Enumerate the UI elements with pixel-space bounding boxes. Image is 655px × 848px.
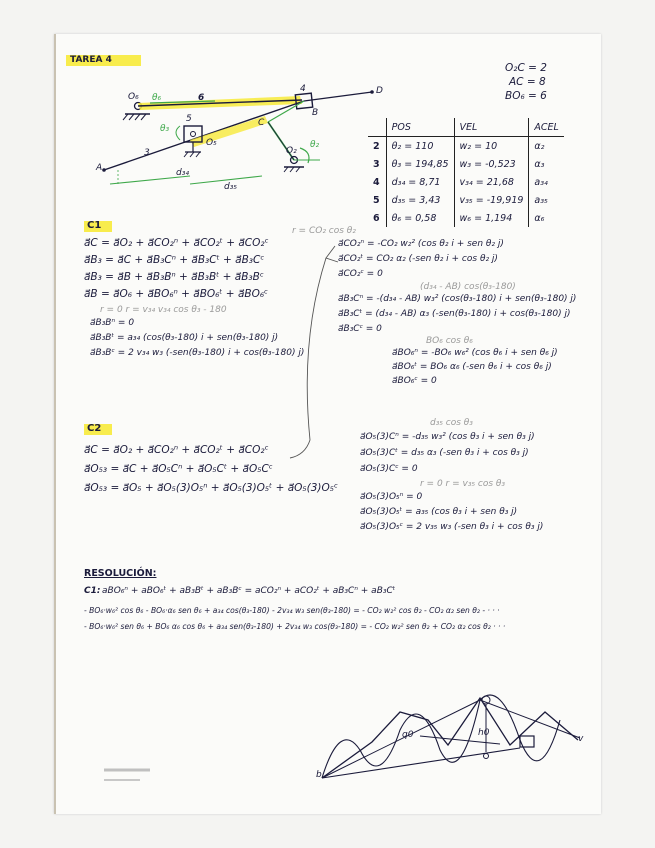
c2-note-1: d₃₅ cos θ₃ — [430, 418, 473, 428]
table-row: 5 d₃₅ = 3,43 v₃₅ = -19,919 a₃₅ — [368, 191, 564, 209]
table-header-acel: ACEL — [529, 118, 564, 137]
label-link3: 3 — [144, 148, 150, 158]
c1-eq-4: a⃗B = a⃗O₆ + a⃗BO₆ⁿ + a⃗BO₆ᵗ + a⃗BO₆ᶜ — [84, 288, 268, 300]
c2-rhs-3: a⃗O₅(3)Cᶜ = 0 — [360, 464, 418, 474]
c1-eq-2: a⃗B₃ = a⃗C + a⃗B₃Cⁿ + a⃗B₃Cᵗ + a⃗B₃Cᶜ — [84, 254, 265, 266]
label-th6: θ₆ — [152, 93, 162, 103]
given-o2c: O₂C = 2 — [505, 62, 547, 74]
c1-note-4: BO₆ cos θ₆ — [426, 336, 473, 346]
c1-eq-1: a⃗C = a⃗O₂ + a⃗CO₂ⁿ + a⃗CO₂ᵗ + a⃗CO₂ᶜ — [84, 237, 269, 249]
label-o6: O₆ — [128, 92, 139, 102]
table-header-pos: POS — [386, 118, 454, 137]
c1-eq-3: a⃗B₃ = a⃗B + a⃗B₃Bⁿ + a⃗B₃Bᵗ + a⃗B₃Bᶜ — [84, 271, 264, 283]
sketch-label-v: v — [578, 734, 584, 744]
c1-note-3: r = 0 r = v₃₄ v₃₄ cos θ₃ - 180 — [100, 305, 227, 315]
c2-eq-2: a⃗O₅₃ = a⃗C + a⃗O₅Cⁿ + a⃗O₅Cᵗ + a⃗O₅Cᶜ — [84, 463, 273, 475]
label-b: B — [312, 108, 319, 118]
c1-rhs-9: a⃗BO₆ᶜ = 0 — [392, 376, 437, 386]
label-a: A — [96, 163, 103, 173]
c1-note-2: (d₃₄ - AB) cos(θ₃-180) — [420, 282, 516, 292]
resolucion-main-eq: aBO₆ⁿ + aBO₆ᵗ + aB₃Bᵗ + aB₃Bᶜ = aCO₂ⁿ + aCO₂ᵗ + aB₃Cⁿ + aB₃Cᵗ — [102, 586, 396, 596]
c1-note-1: r = CO₂ cos θ₂ — [292, 226, 356, 236]
table-header-vel: VEL — [454, 118, 529, 137]
c1-rhs-8: a⃗BO₆ᵗ = BO₆ α₆ (-sen θ₆ i + cos θ₆ j) — [392, 362, 552, 372]
label-q5: 5 — [186, 114, 192, 124]
c2-rhs-5: a⃗O₅(3)O₅ᵗ = a₃₅ (cos θ₃ i + sen θ₃ j) — [360, 507, 518, 517]
resolucion-eq-x: - BO₆·w₆² cos θ₆ - BO₆·α₆ sen θ₆ + a₃₄ cos(θ₃-180) - 2v₃₄ w₃ sen(θ₃-180) = - CO₂ w₂² cos θ₂ - CO₂ α₂ sen θ₂ - · · · — [84, 606, 500, 615]
c1-eq-6: a⃗B₃Bᵗ = a₃₄ (cos(θ₃-180) i + sen(θ₃-180) j) — [90, 333, 279, 343]
c1-eq-7: a⃗B₃Bᶜ = 2 v₃₄ w₃ (-sen(θ₃-180) i + cos(θ₃-180) j) — [90, 348, 305, 358]
table-row: 4 d₃₄ = 8,71 v₃₄ = 21,68 a₃₄ — [368, 173, 564, 191]
label-th3: θ₃ — [160, 124, 170, 134]
table-row: 3 θ₃ = 194,85 w₃ = -0,523 α₃ — [368, 155, 564, 173]
label-q4: 4 — [300, 84, 306, 94]
label-c: C — [258, 118, 265, 128]
given-bo6: BO₆ = 6 — [505, 90, 547, 102]
c1-rhs-2: a⃗CO₂ᵗ = CO₂ α₂ (-sen θ₂ i + cos θ₂ j) — [338, 254, 498, 264]
sketch-label-q0: q0 — [402, 730, 414, 740]
label-d34: d₃₄ — [176, 168, 189, 178]
c1-rhs-4: a⃗B₃Cⁿ = -(d₃₄ - AB) w₃² (cos(θ₃-180) i + sen(θ₃-180) j) — [338, 294, 577, 304]
c1-rhs-7: a⃗BO₆ⁿ = -BO₆ w₆² (cos θ₆ i + sen θ₆ j) — [392, 348, 558, 358]
c2-eq-1: a⃗C = a⃗O₂ + a⃗CO₂ⁿ + a⃗CO₂ᵗ + a⃗CO₂ᶜ — [84, 444, 269, 456]
c1-rhs-5: a⃗B₃Cᵗ = (d₃₄ - AB) α₃ (-sen(θ₃-180) i + cos(θ₃-180) j) — [338, 309, 571, 319]
c2-rhs-1: a⃗O₅(3)Cⁿ = -d₃₅ w₃² (cos θ₃ i + sen θ₃ j) — [360, 432, 535, 442]
label-o2: O₂ — [286, 146, 297, 156]
c1-rhs-3: a⃗CO₂ᶜ = 0 — [338, 269, 383, 279]
c1-label: C1 — [87, 220, 102, 231]
c2-label: C2 — [87, 423, 102, 434]
table-row: 2 θ₂ = 110 w₂ = 10 α₂ — [368, 137, 564, 156]
given-ac: AC = 8 — [509, 76, 546, 88]
c2-note-2: r = 0 r = v₃₅ cos θ₃ — [420, 479, 506, 489]
label-d35: d₃₅ — [224, 182, 237, 192]
resolucion-eq-y: - BO₆·w₆² sen θ₆ + BO₆ α₆ cos θ₆ + a₃₄ sen(θ₃-180) + 2v₃₄ w₃ cos(θ₃-180) = - CO₂ w₂² sen θ₂ + CO₂ α₂ cos θ₂ · · · — [84, 622, 506, 631]
c1-rhs-1: a⃗CO₂ⁿ = -CO₂ w₂² (cos θ₂ i + sen θ₂ j) — [338, 239, 504, 249]
resolucion-label: RESOLUCIÓN: — [84, 568, 157, 579]
label-th2: θ₂ — [310, 140, 320, 150]
c2-rhs-2: a⃗O₅(3)Cᵗ = d₃₅ α₃ (-sen θ₃ i + cos θ₃ j) — [360, 448, 529, 458]
table-row: 6 θ₆ = 0,58 w₆ = 1,194 α₆ — [368, 209, 564, 227]
c2-rhs-6: a⃗O₅(3)O₅ᶜ = 2 v₃₅ w₃ (-sen θ₃ i + cos θ₃ j) — [360, 522, 544, 532]
sketch-label-b: b — [316, 770, 322, 780]
sketch-label-h0: h0 — [478, 728, 490, 738]
label-d: D — [376, 86, 383, 96]
c2-eq-3: a⃗O₅₃ = a⃗O₅ + a⃗O₅(3)O₅ⁿ + a⃗O₅(3)O₅ᵗ + a⃗O₅(3)O₅ᶜ — [84, 482, 338, 494]
c2-rhs-4: a⃗O₅(3)O₅ⁿ = 0 — [360, 492, 423, 502]
c1-rhs-6: a⃗B₃Cᶜ = 0 — [338, 324, 382, 334]
resolucion-c1-label: C1: — [84, 586, 101, 596]
c1-eq-5: a⃗B₃Bⁿ = 0 — [90, 318, 135, 328]
page-title: TAREA 4 — [70, 55, 112, 65]
label-o5: O₅ — [206, 138, 217, 148]
label-link6: 6 — [198, 93, 205, 103]
